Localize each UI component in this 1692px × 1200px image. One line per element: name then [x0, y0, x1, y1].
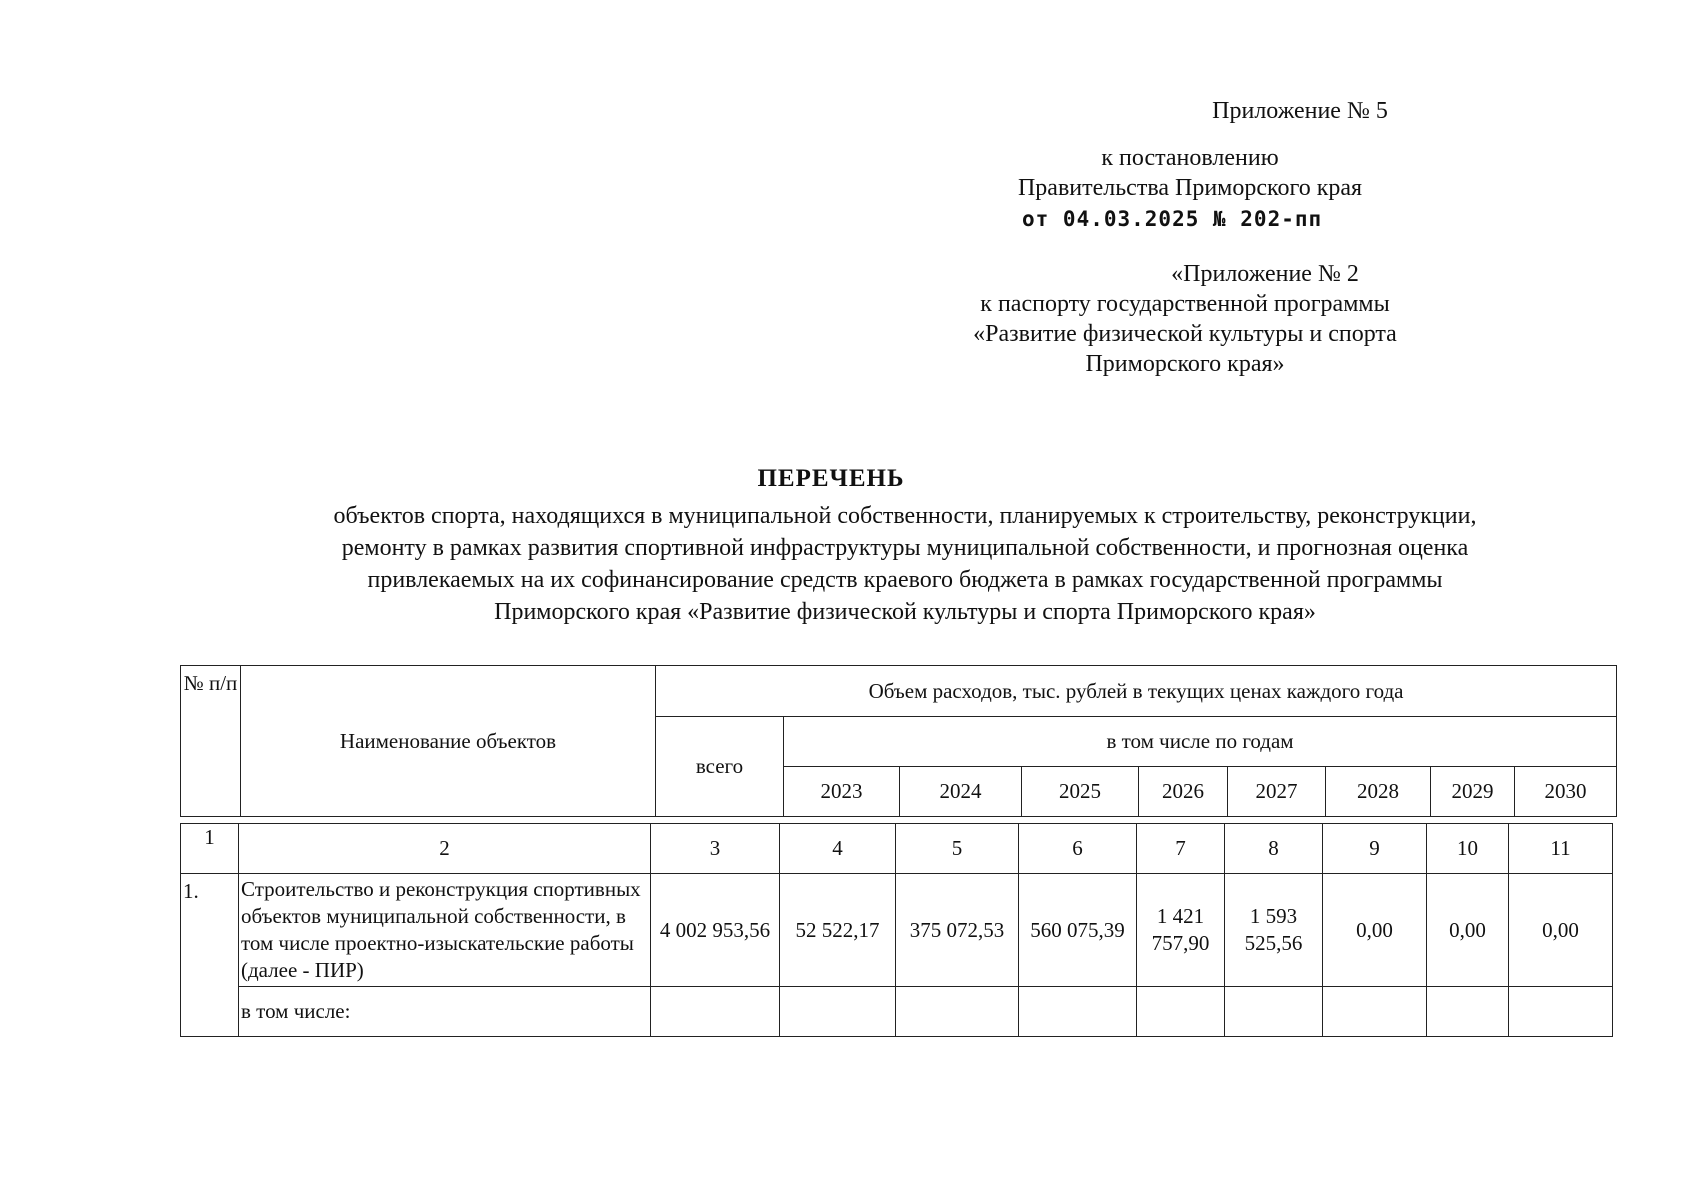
header-year: 2023 [784, 767, 900, 817]
row-value-2030: 0,00 [1509, 874, 1613, 987]
header-col-name: Наименование объектов [241, 666, 656, 817]
header-year: 2026 [1139, 767, 1228, 817]
row-total [651, 987, 780, 1037]
column-number-row [181, 824, 1613, 874]
column-number: 2 [239, 824, 651, 874]
header-col-total: всего [656, 717, 784, 817]
row-number: 1. [181, 874, 239, 1037]
row-value-2024 [896, 987, 1019, 1037]
row-value-2028: 0,00 [1323, 874, 1427, 987]
row-value-2029: 0,00 [1427, 874, 1509, 987]
program-name-line-2: Приморского края» [1085, 351, 1285, 377]
row-value-2026 [1137, 987, 1225, 1037]
header-col-volume: Объем расходов, тыс. рублей в текущих ценах каждого года [656, 666, 1617, 717]
row-total: 4 002 953,56 [651, 874, 780, 987]
column-number: 5 [896, 824, 1019, 874]
table-row [181, 874, 1613, 987]
header-col-by-years: в том числе по годам [784, 717, 1617, 767]
row-value-2023 [780, 987, 896, 1037]
row-value-2024: 375 072,53 [896, 874, 1019, 987]
to-decree-label: к постановлению [1101, 145, 1279, 171]
data-table [180, 823, 1613, 1037]
column-number: 3 [651, 824, 780, 874]
column-number: 11 [1509, 824, 1613, 874]
subtitle-line: ремонту в рамках развития спортивной инфраструктуры муниципальной собственности, и прогнозная оценка [341, 535, 1469, 561]
row-value-2023: 52 522,17 [780, 874, 896, 987]
row-value-2025: 560 075,39 [1019, 874, 1137, 987]
decree-reference: от 04.03.2025 № 202-пп [1022, 207, 1323, 231]
row-value-2025 [1019, 987, 1137, 1037]
column-number: 4 [780, 824, 896, 874]
row-value-2028 [1323, 987, 1427, 1037]
column-number: 1 [181, 824, 239, 874]
header-table [180, 665, 1617, 817]
subtitle-line: привлекаемых на их софинансирование средств краевого бюджета в рамках государственной программы [367, 567, 1443, 593]
column-number: 7 [1137, 824, 1225, 874]
document-title: ПЕРЕЧЕНЬ [757, 465, 905, 492]
passport-label: к паспорту государственной программы [980, 291, 1390, 317]
table-row [181, 987, 1613, 1037]
government-label: Правительства Приморского края [1017, 175, 1363, 201]
row-value-2026: 1 421 757,90 [1137, 874, 1225, 987]
row-object-name: в том числе: [239, 987, 651, 1037]
row-value-2029 [1427, 987, 1509, 1037]
document-subtitle [200, 500, 1610, 628]
column-number: 6 [1019, 824, 1137, 874]
header-year: 2025 [1022, 767, 1139, 817]
header-year: 2029 [1431, 767, 1515, 817]
program-name-line-1: «Развитие физической культуры и спорта [973, 321, 1397, 347]
row-object-name: Строительство и реконструкция спортивных объектов муниципальной собственности, в том числе проектно-изыскательские работы (далее - ПИР) [239, 874, 651, 987]
column-number: 9 [1323, 824, 1427, 874]
column-number: 8 [1225, 824, 1323, 874]
header-year: 2027 [1228, 767, 1326, 817]
row-value-2030 [1509, 987, 1613, 1037]
subtitle-line: объектов спорта, находящихся в муниципальной собственности, планируемых к строительству, реконструкции, [333, 503, 1477, 529]
row-value-2027: 1 593 525,56 [1225, 874, 1323, 987]
appendix-number: Приложение № 5 [1212, 98, 1388, 124]
header-year: 2028 [1326, 767, 1431, 817]
header-year: 2024 [900, 767, 1022, 817]
quoted-appendix: «Приложение № 2 [1171, 261, 1359, 287]
column-number: 10 [1427, 824, 1509, 874]
row-value-2027 [1225, 987, 1323, 1037]
header-col-number: № п/п [181, 666, 241, 817]
header-year: 2030 [1515, 767, 1617, 817]
subtitle-line: Приморского края «Развитие физической культуры и спорта Приморского края» [494, 599, 1316, 625]
